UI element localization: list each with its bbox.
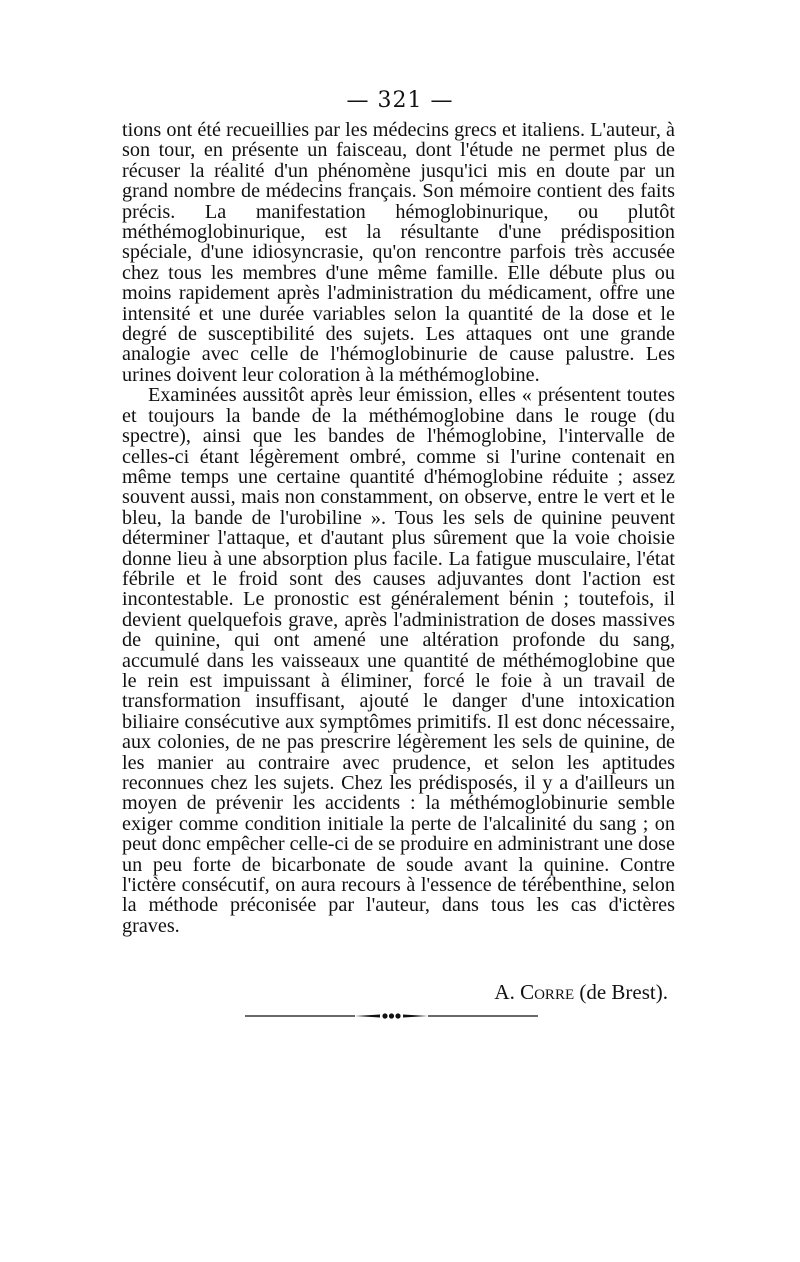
author-affiliation: (de Brest). <box>579 980 668 1004</box>
paragraph-1: tions ont été recueillies par les médecins grecs et italiens. L'auteur, à son tour, en présente un faisceau, dont l'étude ne permet plus de récuser la réalité d'un phénomène jusqu'ici mis en doute par un grand nombre de médecins français. Son mémoire contient des faits précis. La manifestation hémoglobinurique, ou plutôt méthémoglobinurique, est la résultante d'une prédisposition spéciale, d'une idiosyncrasie, qu'on rencontre parfois très accusée chez tous les membres d'une même famille. Elle débute plus ou moins rapidement après l'administration du médicament, offre une intensité et une durée variables selon la quantité de la dose et le degré de susceptibilité des sujets. Les attaques ont une grande analogie avec celle de l'hémoglobinurie de cause palustre. Les urines doivent leur coloration à la méthémoglobine. <box>122 119 675 386</box>
end-ornament-rule <box>245 1010 538 1022</box>
body-text <box>122 120 675 936</box>
author-initial: A. <box>494 980 515 1004</box>
page-number: — 321 — <box>346 88 454 113</box>
paragraph-2: Examinées aussitôt après leur émission, elles « présentent toutes et toujours la bande de la méthémoglobine dans le rouge (du spectre), ainsi que les bandes de l'hémoglobine, l'intervalle de celles-ci étant légèrement ombré, comme si l'urine contenait en même temps une certaine quantité d'hémoglobine réduite ; assez souvent aussi, mais non constamment, on observe, entre le vert et le bleu, la bande de l'urobiline ». Tous les sels de quinine peuvent déterminer l'attaque, et d'autant plus sûrement que la voie choisie donne lieu à une absorption plus facile. La fatigue musculaire, l'état fébrile et le froid sont des causes adjuvantes dont l'action est incontestable. Le pronostic est généralement bénin ; toutefois, il devient quelquefois grave, après l'administration de doses massives de quinine, qui ont amené une altération profonde du sang, accumulé dans les vaisseaux une quantité de méthémoglobine que le rein est impuissant à éliminer, forcé le foie à un travail de transformation insuffisant, ajouté le danger d'une intoxication biliaire consécutive aux symptômes primitifs. Il est donc nécessaire, aux colonies, de ne pas prescrire légèrement les sels de quinine, de les manier au contraire avec prudence, et selon les aptitudes reconnues chez les sujets. Chez les prédisposés, il y a d'ailleurs un moyen de prévenir les accidents : la méthémoglobinurie semble exiger comme condition initiale la perte de l'alcalinité du sang ; on peut donc empêcher celle-ci de se produire en administrant une dose un peu forte de bicarbonate de soude avant la quinine. Contre l'ictère consécutif, on aura recours à l'essence de térébenthine, selon la méthode préconisée par l'auteur, dans tous les cas d'ictères graves. <box>122 384 675 937</box>
author-signature <box>494 980 668 1005</box>
author-name: Corre <box>520 980 575 1004</box>
